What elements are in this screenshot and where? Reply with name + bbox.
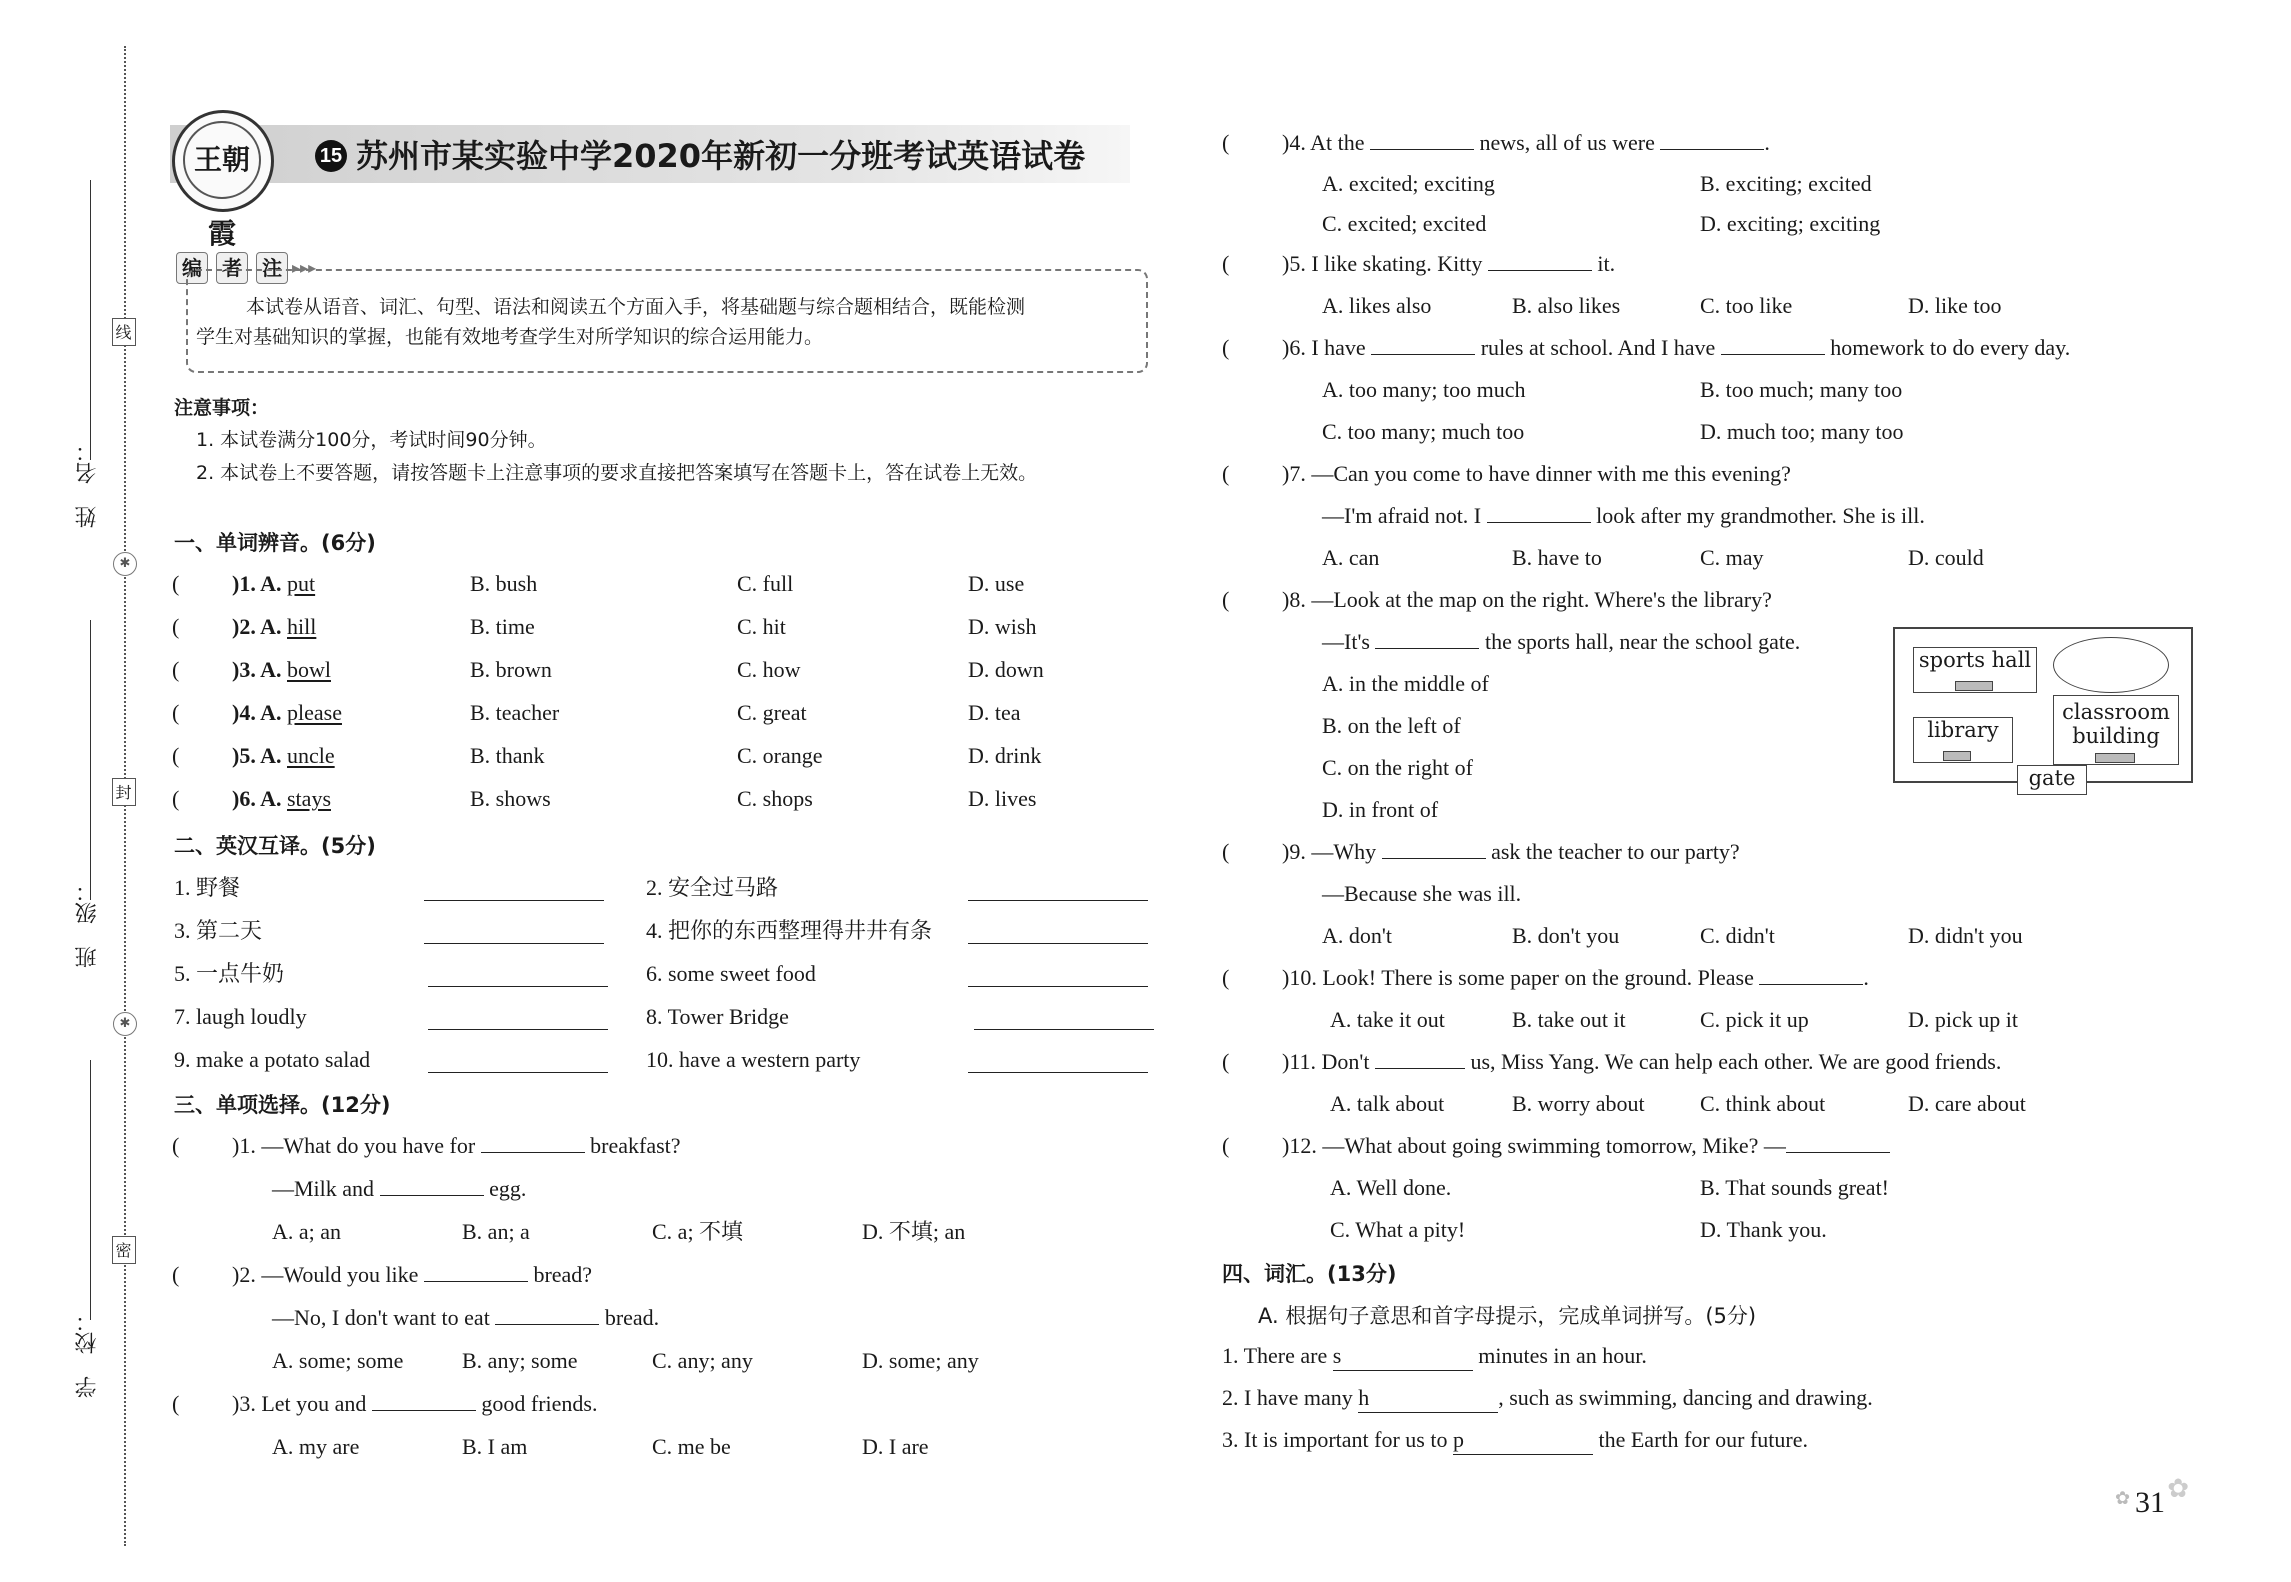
- spelling-stem: 3. It is important for us to: [1222, 1427, 1453, 1452]
- notice-heading: 注意事项：: [174, 397, 270, 419]
- question-stem: )2. —Would you like: [232, 1262, 419, 1287]
- question-stem: )12. —What about going swimming tomorrow, Mike? —: [1282, 1133, 1786, 1158]
- question-stem: .: [1863, 965, 1869, 990]
- arrow-icon: ▸▸▸: [292, 258, 317, 277]
- class-field-line: [90, 620, 91, 900]
- option-d: D. Thank you.: [1700, 1217, 1827, 1242]
- option-a: A. take it out: [1330, 1007, 1445, 1032]
- question-stem: bread.: [604, 1305, 660, 1330]
- option-c: C. think about: [1700, 1091, 1826, 1116]
- map-door: [2095, 753, 2135, 763]
- option-a: put: [287, 571, 316, 596]
- paper-number-badge: 15: [315, 140, 347, 172]
- editor-note-tag: 注: [256, 252, 288, 284]
- option-c: C. may: [1700, 545, 1764, 570]
- answer-paren: (: [172, 614, 180, 639]
- question-stem: )4. At the: [1282, 130, 1365, 155]
- option-d: D. tea: [968, 700, 1021, 725]
- flower-icon: ✿: [2167, 1474, 2189, 1504]
- option-c: C. didn't: [1700, 923, 1775, 948]
- cut-mark-seal: 封: [112, 778, 136, 806]
- answer-blank[interactable]: [1487, 502, 1591, 523]
- spelling-stem: the Earth for our future.: [1598, 1427, 1809, 1452]
- cut-mark-line: 线: [112, 318, 136, 346]
- option-d: D. in front of: [1322, 797, 1439, 822]
- section-subheading: A. 根据句子意思和首字母提示，完成单词拼写。(5分): [1258, 1304, 1757, 1328]
- option-c: C. me be: [652, 1434, 731, 1459]
- answer-paren: (: [1222, 251, 1230, 276]
- answer-blank[interactable]: [481, 1132, 585, 1153]
- option-a: A. too many; too much: [1322, 377, 1526, 402]
- question-stem: ask the teacher to our party?: [1491, 839, 1740, 864]
- option-d: D. lives: [968, 786, 1037, 811]
- option-b: B. I am: [462, 1434, 528, 1459]
- spelling-stem: minutes in an hour.: [1478, 1343, 1647, 1368]
- binding-hole-icon: ✱: [113, 552, 137, 576]
- question-stem: —No, I don't want to eat: [272, 1305, 490, 1330]
- editor-note-line: 本试卷从语音、词汇、句型、语法和阅读五个方面入手，将基础题与综合题相结合，既能检测: [246, 296, 1026, 318]
- option-d: D. could: [1908, 545, 1984, 570]
- map-door: [1943, 751, 1971, 761]
- answer-paren: (: [172, 1133, 180, 1158]
- question-stem: rules at school. And I have: [1480, 335, 1716, 360]
- question-stem: —Milk and: [272, 1176, 375, 1201]
- option-b: B. teacher: [470, 700, 560, 725]
- publisher-seal-logo: [172, 110, 274, 250]
- answer-paren: (: [1222, 839, 1230, 864]
- seal-text: 王朝霞: [183, 121, 261, 199]
- spelling-blank[interactable]: [1333, 1342, 1473, 1371]
- section-heading: 三、单项选择。(12分): [174, 1093, 391, 1117]
- answer-blank[interactable]: [968, 966, 1148, 987]
- option-c: C. too like: [1700, 293, 1793, 318]
- question-stem: )10. Look! There is some paper on the ground. Please: [1282, 965, 1754, 990]
- question-stem: )6. I have: [1282, 335, 1366, 360]
- map-playground-ellipse: [2053, 637, 2169, 693]
- option-c: C. any; any: [652, 1348, 753, 1373]
- map-gate: [2017, 765, 2087, 795]
- translation-item: 10. have a western party: [646, 1047, 861, 1072]
- option-b: B. shows: [470, 786, 551, 811]
- question-stem: )3. Let you and: [232, 1391, 367, 1416]
- answer-blank[interactable]: [495, 1304, 599, 1325]
- option-a: please: [287, 700, 342, 725]
- option-d: D. some; any: [862, 1348, 979, 1373]
- question-stem: )9. —Why: [1282, 839, 1377, 864]
- answer-blank[interactable]: [1371, 334, 1475, 355]
- question-stem: breakfast?: [590, 1133, 681, 1158]
- question-number: )3. A.: [232, 657, 282, 682]
- answer-blank[interactable]: [1375, 1048, 1465, 1069]
- translation-item: 1. 野餐: [174, 875, 241, 900]
- answer-paren: (: [1222, 1133, 1230, 1158]
- translation-item: 8. Tower Bridge: [646, 1004, 789, 1029]
- translation-item: 2. 安全过马路: [646, 875, 779, 900]
- option-b: B. on the left of: [1322, 713, 1461, 738]
- question-number: )2. A.: [232, 614, 282, 639]
- question-stem: it.: [1597, 251, 1616, 276]
- section-heading: 四、词汇。(13分): [1222, 1262, 1397, 1286]
- question-stem: )1. —What do you have for: [232, 1133, 476, 1158]
- editor-note-line: 学生对基础知识的掌握，也能有效地考查学生对所学知识的综合运用能力。: [196, 326, 824, 348]
- editor-note-tag: 者: [216, 252, 248, 284]
- question-stem: )8. —Look at the map on the right. Where's the library?: [1282, 587, 1772, 612]
- question-stem: us, Miss Yang. We can help each other. We are good friends.: [1470, 1049, 2002, 1074]
- option-b: B. worry about: [1512, 1091, 1645, 1116]
- spelling-stem: , such as swimming, dancing and drawing.: [1498, 1385, 1873, 1410]
- answer-blank[interactable]: [424, 1261, 528, 1282]
- spelling-blank[interactable]: [1358, 1384, 1498, 1413]
- initial-letter: s: [1332, 1343, 1342, 1368]
- answer-blank[interactable]: [428, 1009, 608, 1030]
- option-b: B. also likes: [1512, 293, 1621, 318]
- answer-blank[interactable]: [1375, 628, 1479, 649]
- option-d: D. pick up it: [1908, 1007, 2018, 1032]
- answer-blank[interactable]: [1721, 334, 1825, 355]
- option-a: A. likes also: [1322, 293, 1432, 318]
- map-label: sports hall: [1918, 648, 2032, 672]
- question-number: )4. A.: [232, 700, 282, 725]
- translation-item: 7. laugh loudly: [174, 1004, 307, 1029]
- question-number: )1. A.: [232, 571, 282, 596]
- question-stem: the sports hall, near the school gate.: [1484, 629, 1801, 654]
- translation-item: 4. 把你的东西整理得井井有条: [646, 918, 933, 943]
- spelling-stem: 1. There are: [1222, 1343, 1333, 1368]
- option-c: C. excited; excited: [1322, 211, 1487, 236]
- cut-mark-secret: 密: [112, 1236, 136, 1264]
- option-d: D. care about: [1908, 1091, 2026, 1116]
- option-d: D. I are: [862, 1434, 929, 1459]
- map-label: classroom: [2062, 700, 2170, 724]
- page-title: 苏州市某实验中学2020年新初一分班考试英语试卷: [356, 137, 1086, 175]
- option-c: C. great: [737, 700, 807, 725]
- initial-letter: p: [1452, 1427, 1464, 1452]
- initial-letter: h: [1358, 1385, 1370, 1410]
- page-number: 31: [2135, 1486, 2165, 1519]
- question-stem: )7. —Can you come to have dinner with me this evening?: [1282, 461, 1791, 486]
- option-d: D. 不填; an: [862, 1219, 966, 1244]
- answer-blank[interactable]: [428, 1052, 608, 1073]
- answer-paren: (: [1222, 335, 1230, 360]
- option-b: B. That sounds great!: [1700, 1175, 1890, 1200]
- question-number: )5. A.: [232, 743, 282, 768]
- option-d: D. didn't you: [1908, 923, 2023, 948]
- answer-paren: (: [172, 786, 180, 811]
- answer-blank[interactable]: [424, 923, 604, 944]
- translation-item: 9. make a potato salad: [174, 1047, 371, 1072]
- option-c: C. orange: [737, 743, 823, 768]
- question-stem: —Because she was ill.: [1322, 881, 1522, 906]
- option-a: A. don't: [1322, 923, 1392, 948]
- option-b: B. time: [470, 614, 535, 639]
- option-b: B. bush: [470, 571, 538, 596]
- answer-paren: (: [1222, 130, 1230, 155]
- option-a: uncle: [287, 743, 335, 768]
- section-heading: 二、英汉互译。(5分): [174, 834, 376, 858]
- answer-blank[interactable]: [1488, 250, 1592, 271]
- answer-paren: (: [1222, 965, 1230, 990]
- option-c: C. how: [737, 657, 801, 682]
- translation-item: 6. some sweet food: [646, 961, 816, 986]
- option-b: B. any; some: [462, 1348, 578, 1373]
- option-a: stays: [287, 786, 331, 811]
- question-stem: —I'm afraid not. I: [1322, 503, 1482, 528]
- option-c: C. a; 不填: [652, 1219, 744, 1244]
- option-d: D. wish: [968, 614, 1037, 639]
- school-field-line: [90, 1060, 91, 1320]
- answer-blank[interactable]: [968, 923, 1148, 944]
- question-stem: .: [1764, 130, 1770, 155]
- option-a: A. my are: [272, 1434, 360, 1459]
- question-stem: homework to do every day.: [1830, 335, 2071, 360]
- question-stem: look after my grandmother. She is ill.: [1596, 503, 1925, 528]
- answer-paren: (: [172, 1391, 180, 1416]
- option-a: A. in the middle of: [1322, 671, 1489, 696]
- answer-blank[interactable]: [1382, 838, 1486, 859]
- question-stem: )5. I like skating. Kitty: [1282, 251, 1483, 276]
- option-a: A. can: [1322, 545, 1380, 570]
- answer-blank[interactable]: [424, 880, 604, 901]
- option-c: C. full: [737, 571, 794, 596]
- answer-paren: (: [1222, 1049, 1230, 1074]
- answer-paren: (: [172, 1262, 180, 1287]
- question-stem: bread?: [533, 1262, 593, 1287]
- map-label: building: [2072, 724, 2160, 748]
- map-door: [1955, 681, 1993, 691]
- answer-blank[interactable]: [968, 1052, 1148, 1073]
- question-stem: good friends.: [481, 1391, 598, 1416]
- option-a: A. a; an: [272, 1219, 342, 1244]
- option-a: A. talk about: [1330, 1091, 1445, 1116]
- answer-paren: (: [172, 657, 180, 682]
- answer-blank[interactable]: [974, 1009, 1154, 1030]
- section-heading: 一、单词辨音。(6分): [174, 531, 376, 555]
- question-stem: news, all of us were: [1479, 130, 1655, 155]
- option-c: C. shops: [737, 786, 813, 811]
- question-number: )6. A.: [232, 786, 282, 811]
- school-map: [1893, 627, 2193, 790]
- answer-blank[interactable]: [380, 1175, 484, 1196]
- notice-item: 1. 本试卷满分100分，考试时间90分钟。: [196, 429, 547, 451]
- option-b: B. exciting; excited: [1700, 171, 1872, 196]
- translation-item: 5. 一点牛奶: [174, 961, 285, 986]
- answer-blank[interactable]: [1660, 129, 1764, 150]
- name-label: 姓 名：: [75, 440, 100, 528]
- option-d: D. use: [968, 571, 1025, 596]
- answer-paren: (: [1222, 587, 1230, 612]
- option-a: A. some; some: [272, 1348, 404, 1373]
- option-a: A. excited; exciting: [1322, 171, 1495, 196]
- class-label: 班 级：: [75, 880, 100, 968]
- option-c: C. What a pity!: [1330, 1217, 1466, 1242]
- option-a: bowl: [287, 657, 331, 682]
- option-d: D. much too; many too: [1700, 419, 1904, 444]
- option-b: B. an; a: [462, 1219, 530, 1244]
- answer-paren: (: [172, 571, 180, 596]
- page-number-badge: [2115, 1474, 2189, 1526]
- option-b: B. brown: [470, 657, 552, 682]
- option-a: A. Well done.: [1330, 1175, 1452, 1200]
- question-stem: )11. Don't: [1282, 1049, 1370, 1074]
- school-label: 学 校：: [75, 1310, 100, 1398]
- answer-blank[interactable]: [428, 966, 608, 987]
- editor-note-tag: 编: [176, 252, 208, 284]
- notice-item: 2. 本试卷上不要答题，请按答题卡上注意事项的要求直接把答案填写在答题卡上，答在试卷上无效。: [196, 462, 1038, 484]
- binding-hole-icon: ✱: [113, 1012, 137, 1036]
- option-c: C. hit: [737, 614, 786, 639]
- option-d: D. like too: [1908, 293, 2002, 318]
- option-a: hill: [287, 614, 317, 639]
- option-d: D. down: [968, 657, 1044, 682]
- option-b: B. take out it: [1512, 1007, 1626, 1032]
- answer-blank[interactable]: [1759, 964, 1863, 985]
- answer-paren: (: [1222, 461, 1230, 486]
- option-d: D. drink: [968, 743, 1042, 768]
- answer-paren: (: [172, 700, 180, 725]
- option-d: D. exciting; exciting: [1700, 211, 1881, 236]
- answer-blank[interactable]: [1786, 1132, 1890, 1153]
- name-field-line: [90, 180, 91, 460]
- question-stem: —It's: [1322, 629, 1370, 654]
- flower-icon: ✿: [2115, 1488, 2131, 1509]
- editor-note-box: [186, 269, 1148, 373]
- option-c: C. pick it up: [1700, 1007, 1809, 1032]
- option-c: C. on the right of: [1322, 755, 1473, 780]
- answer-blank[interactable]: [1370, 129, 1474, 150]
- option-c: C. too many; much too: [1322, 419, 1525, 444]
- option-b: B. too much; many too: [1700, 377, 1903, 402]
- option-b: B. have to: [1512, 545, 1602, 570]
- translation-item: 3. 第二天: [174, 918, 263, 943]
- map-label: gate: [2028, 766, 2076, 790]
- question-stem: egg.: [489, 1176, 527, 1201]
- option-b: B. don't you: [1512, 923, 1620, 948]
- spelling-stem: 2. I have many: [1222, 1385, 1359, 1410]
- answer-paren: (: [172, 743, 180, 768]
- answer-blank[interactable]: [372, 1390, 476, 1411]
- answer-blank[interactable]: [968, 880, 1148, 901]
- option-b: B. thank: [470, 743, 545, 768]
- spelling-blank[interactable]: [1453, 1426, 1593, 1455]
- map-label: library: [1927, 718, 1999, 742]
